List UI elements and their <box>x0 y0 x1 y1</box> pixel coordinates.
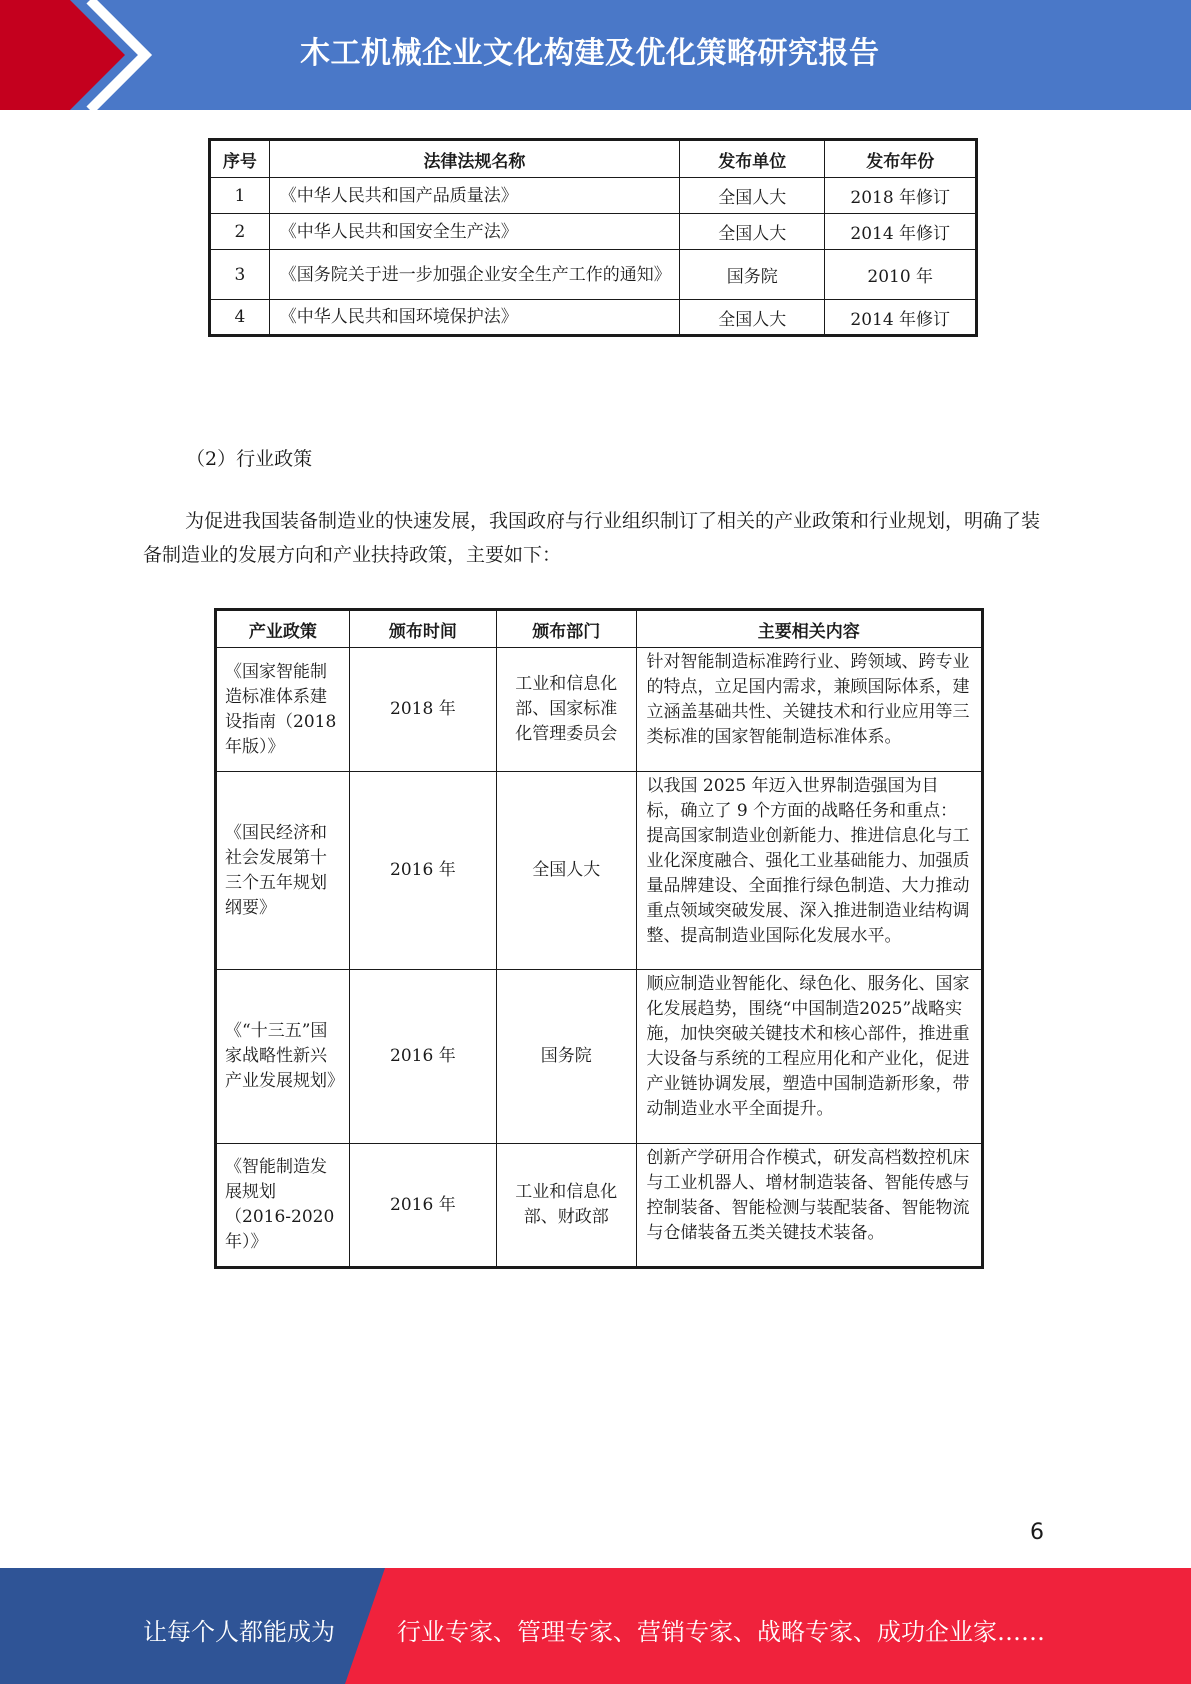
law-table <box>208 138 978 337</box>
cell-year: 2018 年修订 <box>825 178 977 214</box>
cell-time: 2018 年 <box>349 648 496 772</box>
col-header-year: 发布年份 <box>825 140 977 178</box>
table-row <box>210 300 977 336</box>
col-header-policy: 产业政策 <box>216 610 350 648</box>
section-paragraph: 为促进我国装备制造业的快速发展，我国政府与行业组织制订了相关的产业政策和行业规划，明确了装备制造业的发展方向和产业扶持政策，主要如下： <box>143 510 1041 566</box>
page-number: 6 <box>1030 1520 1044 1545</box>
col-header-time: 颁布时间 <box>349 610 496 648</box>
table-row <box>210 178 977 214</box>
cell-no: 2 <box>210 214 270 250</box>
page-header <box>0 0 1191 110</box>
cell-time: 2016 年 <box>349 772 496 970</box>
cell-content: 顺应制造业智能化、绿色化、服务化、国家化发展趋势，围绕“中国制造2025”战略实施，加快突破关键技术和核心部件，推进重大设备与系统的工程应用化和产业化，促进产业链协调发展，塑造中国制造新形象，带动制造业水平全面提升。 <box>636 970 982 1144</box>
col-header-name: 法律法规名称 <box>269 140 679 178</box>
cell-name: 《中华人民共和国安全生产法》 <box>269 214 679 250</box>
cell-issuer: 全国人大 <box>680 214 825 250</box>
cell-name: 《中华人民共和国环境保护法》 <box>269 300 679 336</box>
table-row <box>216 772 983 970</box>
cell-year: 2014 年修订 <box>825 214 977 250</box>
cell-issuer: 全国人大 <box>680 300 825 336</box>
footer-slogan-left: 让每个人都能成为 <box>143 1618 335 1646</box>
cell-year: 2014 年修订 <box>825 300 977 336</box>
cell-issuer: 全国人大 <box>680 178 825 214</box>
col-header-dept: 颁布部门 <box>497 610 636 648</box>
col-header-issuer: 发布单位 <box>680 140 825 178</box>
table-row <box>216 648 983 772</box>
col-header-no: 序号 <box>210 140 270 178</box>
cell-dept: 国务院 <box>497 970 636 1144</box>
cell-time: 2016 年 <box>349 1144 496 1268</box>
page-footer <box>0 1568 1191 1684</box>
cell-dept: 工业和信息化部、财政部 <box>497 1144 636 1268</box>
cell-dept: 工业和信息化部、国家标准化管理委员会 <box>497 648 636 772</box>
cell-no: 3 <box>210 250 270 300</box>
table-row <box>210 214 977 250</box>
table-header-row <box>216 610 983 648</box>
header-arrow-decoration <box>0 0 160 110</box>
report-title: 木工机械企业文化构建及优化策略研究报告 <box>300 36 880 71</box>
table-row <box>210 250 977 300</box>
cell-no: 4 <box>210 300 270 336</box>
cell-policy: 《国民经济和社会发展第十三个五年规划纲要》 <box>216 772 350 970</box>
cell-policy: 《智能制造发展规划（2016-2020 年）》 <box>216 1144 350 1268</box>
col-header-content: 主要相关内容 <box>636 610 982 648</box>
cell-policy: 《国家智能制造标准体系建设指南（2018 年版）》 <box>216 648 350 772</box>
table-row <box>216 1144 983 1268</box>
cell-content: 以我国 2025 年迈入世界制造强国为目标，确立了 9 个方面的战略任务和重点：提高国家制造业创新能力、推进信息化与工业化深度融合、强化工业基础能力、加强质量品牌建设、全面推行绿色制造、大力推动重点领域突破发展、深入推进制造业结构调整、提高制造业国际化发展水平。 <box>636 772 982 970</box>
cell-year: 2010 年 <box>825 250 977 300</box>
table-row <box>216 970 983 1144</box>
cell-name: 《国务院关于进一步加强企业安全生产工作的通知》 <box>269 250 679 300</box>
cell-time: 2016 年 <box>349 970 496 1144</box>
policy-table <box>214 608 984 1269</box>
cell-policy: 《“十三五”国家战略性新兴产业发展规划》 <box>216 970 350 1144</box>
cell-content: 针对智能制造标准跨行业、跨领域、跨专业的特点，立足国内需求，兼顾国际体系，建立涵盖基础共性、关键技术和行业应用等三类标准的国家智能制造标准体系。 <box>636 648 982 772</box>
cell-name: 《中华人民共和国产品质量法》 <box>269 178 679 214</box>
cell-dept: 全国人大 <box>497 772 636 970</box>
section-heading: （2）行业政策 <box>186 448 313 470</box>
cell-issuer: 国务院 <box>680 250 825 300</box>
cell-no: 1 <box>210 178 270 214</box>
cell-content: 创新产学研用合作模式，研发高档数控机床与工业机器人、增材制造装备、智能传感与控制装备、智能检测与装配装备、智能物流与仓储装备五类关键技术装备。 <box>636 1144 982 1268</box>
footer-slogan-right: 行业专家、管理专家、营销专家、战略专家、成功企业家…… <box>397 1618 1045 1646</box>
table-header-row <box>210 140 977 178</box>
